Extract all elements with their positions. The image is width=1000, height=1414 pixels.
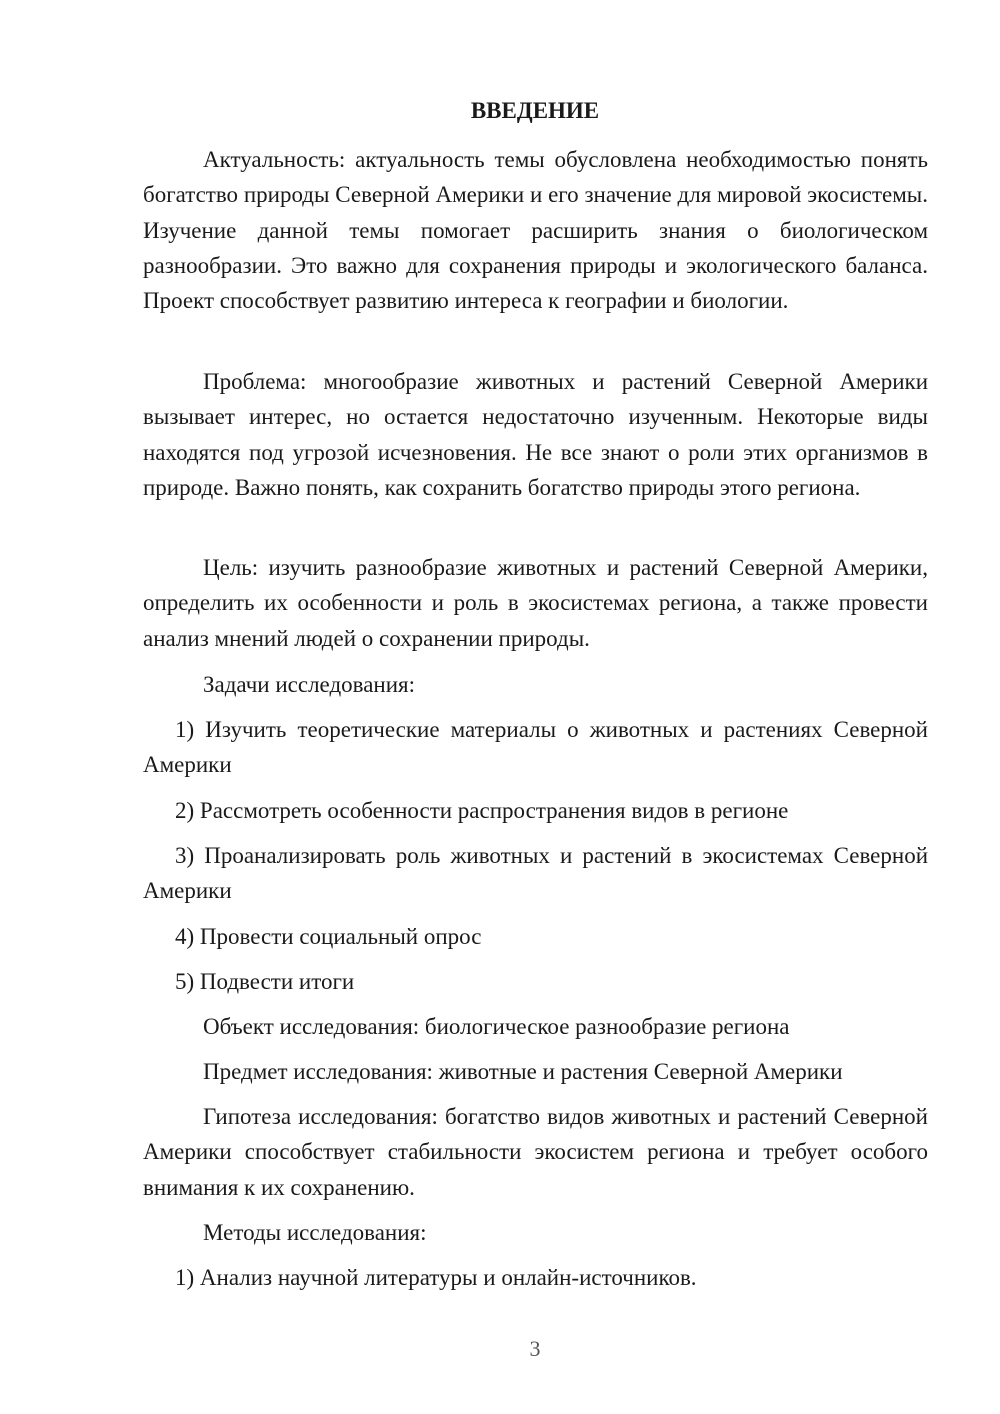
task-item-1: 1) Изучить теоретические материалы о животных и растениях Северной Америки — [143, 717, 928, 778]
method-item-1: 1) Анализ научной литературы и онлайн-источников. — [175, 1265, 697, 1290]
hypothesis-paragraph: Гипотеза исследования: богатство видов животных и растений Северной Америки способствует стабильности экосистем региона и требует особого внимания к их сохранению. — [143, 1104, 928, 1200]
page-number: 3 — [529, 1336, 541, 1361]
task-item-5: 5) Подвести итоги — [175, 969, 355, 994]
tasks-heading: Задачи исследования: — [203, 672, 416, 697]
methods-heading: Методы исследования: — [203, 1220, 427, 1245]
problem-paragraph: Проблема: многообразие животных и растений Северной Америки вызывает интерес, но остается недостаточно изученным. Некоторые виды находятся под угрозой исчезновения. Не все знают о роли этих организмов в природе. Важно понять, как сохранить богатство природы этого региона. — [143, 369, 928, 500]
page-title: ВВЕДЕНИЕ — [470, 98, 600, 123]
task-item-4: 4) Провести социальный опрос — [175, 924, 482, 949]
goal-paragraph: Цель: изучить разнообразие животных и растений Северной Америки, определить их особенности и роль в экосистемах региона, а также провести анализ мнений людей о сохранении природы. — [143, 555, 928, 651]
research-subject: Предмет исследования: животные и растения Северной Америки — [203, 1059, 843, 1084]
task-item-2: 2) Рассмотреть особенности распространения видов в регионе — [175, 798, 789, 823]
relevance-paragraph: Актуальность: актуальность темы обусловлена необходимостью понять богатство природы Северной Америки и его значение для мировой экосистемы. Изучение данной темы помогает расширить знания о биологическом разнообразии. Это важно для сохранения природы и экологического баланса. Проект способствует развитию интереса к географии и биологии. — [143, 147, 928, 314]
research-object: Объект исследования: биологическое разнообразие региона — [203, 1014, 790, 1039]
task-item-3: 3) Проанализировать роль животных и растений в экосистемах Северной Америки — [143, 843, 928, 904]
